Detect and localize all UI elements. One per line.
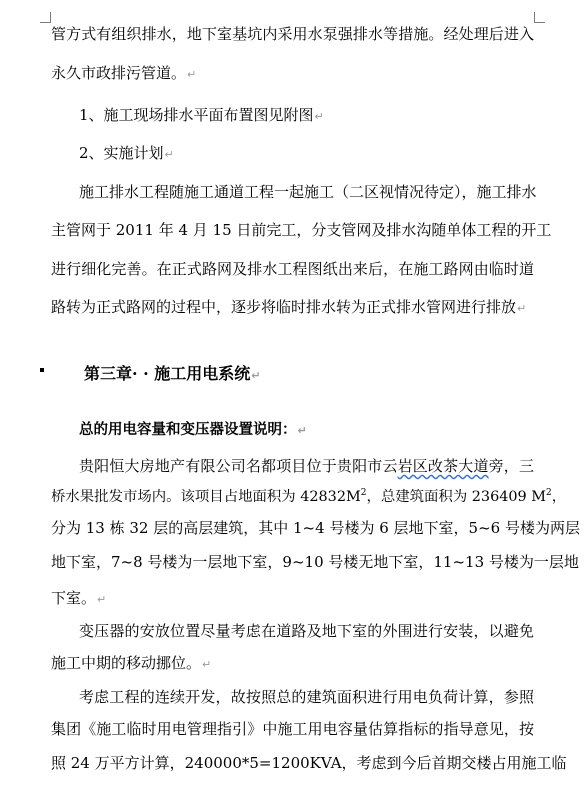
body-line: 考虑工程的连续开发，故按照总的建筑面积进行用电负荷计算，参照: [79, 688, 534, 706]
body-line: 施工中期的移动挪位。↵: [51, 654, 212, 672]
paragraph-mark-icon: ↵: [202, 658, 212, 671]
body-line: 照 24 万平方计算，240000*5=1200KVA，考虑到今后首期交楼占用施工临: [51, 754, 567, 772]
list-item: 1、施工现场排水平面布置图见附图↵: [79, 106, 324, 124]
paragraph-mark-icon: ↵: [297, 424, 307, 437]
heading-bullet-icon: [40, 368, 44, 372]
body-line: 桥水果批发市场内。该项目占地面积为 $42832M^2$，总建筑面积为 236409 $M^2$，: [51, 488, 567, 505]
paragraph-mark-icon: ↵: [314, 110, 324, 123]
body-line: 施工排水工程随施工通道工程一起施工（二区视情况待定），施工排水: [79, 183, 537, 201]
paragraph-mark-icon: ↵: [517, 302, 527, 315]
body-line: 进行细化完善。在正式路网及排水工程图纸出来后，在施工路网由临时道: [51, 260, 534, 278]
body-line: 集团《施工临时用电管理指引》中施工用电容量估算指标的指导意见，按: [51, 720, 534, 738]
section-subheading: 总的用电容量和变压器设置说明：↵: [79, 421, 307, 438]
body-line: 分为 13 栋 32 层的高层建筑，其中 1~4 号楼为 6 层地下室，5~6 号楼为两层: [51, 519, 580, 537]
body-line: 下室。↵: [51, 589, 107, 607]
spellcheck-underlined-text: 岩区改茶大道: [397, 457, 489, 475]
page-corner-mark-right: [534, 12, 545, 23]
list-item: 2、实施计划↵: [79, 144, 174, 162]
body-line: 永久市政排污管道。↵: [51, 64, 197, 82]
page-corner-mark-left: [40, 12, 51, 23]
body-line: 变压器的安放位置尽量考虑在道路及地下室的外围进行安装，以避免: [79, 622, 534, 640]
chapter-heading: 第三章· · 施工用电系统↵: [84, 364, 261, 383]
paragraph-mark-icon: ↵: [164, 148, 174, 161]
body-line: 地下室，7~8 号楼为一层地下室，9~10 号楼无地下室，11~13 号楼为一层地: [51, 553, 579, 571]
body-line: 管方式有组织排水，地下室基坑内采用水泵强排水等措施。经处理后进入: [51, 25, 534, 43]
paragraph-mark-icon: ↵: [187, 68, 197, 81]
paragraph-mark-icon: ↵: [251, 369, 261, 382]
paragraph-mark-icon: ↵: [97, 593, 107, 606]
body-line: 主管网于 2011 年 4 月 15 日前完工，分支管网及排水沟随单体工程的开工: [51, 221, 552, 239]
body-line: 路转为正式路网的过程中，逐步将临时排水转为正式排水管网进行排放↵: [51, 298, 527, 316]
body-line: 贵阳恒大房地产有限公司名都项目位于贵阳市云岩区改茶大道旁，三: [79, 457, 534, 475]
